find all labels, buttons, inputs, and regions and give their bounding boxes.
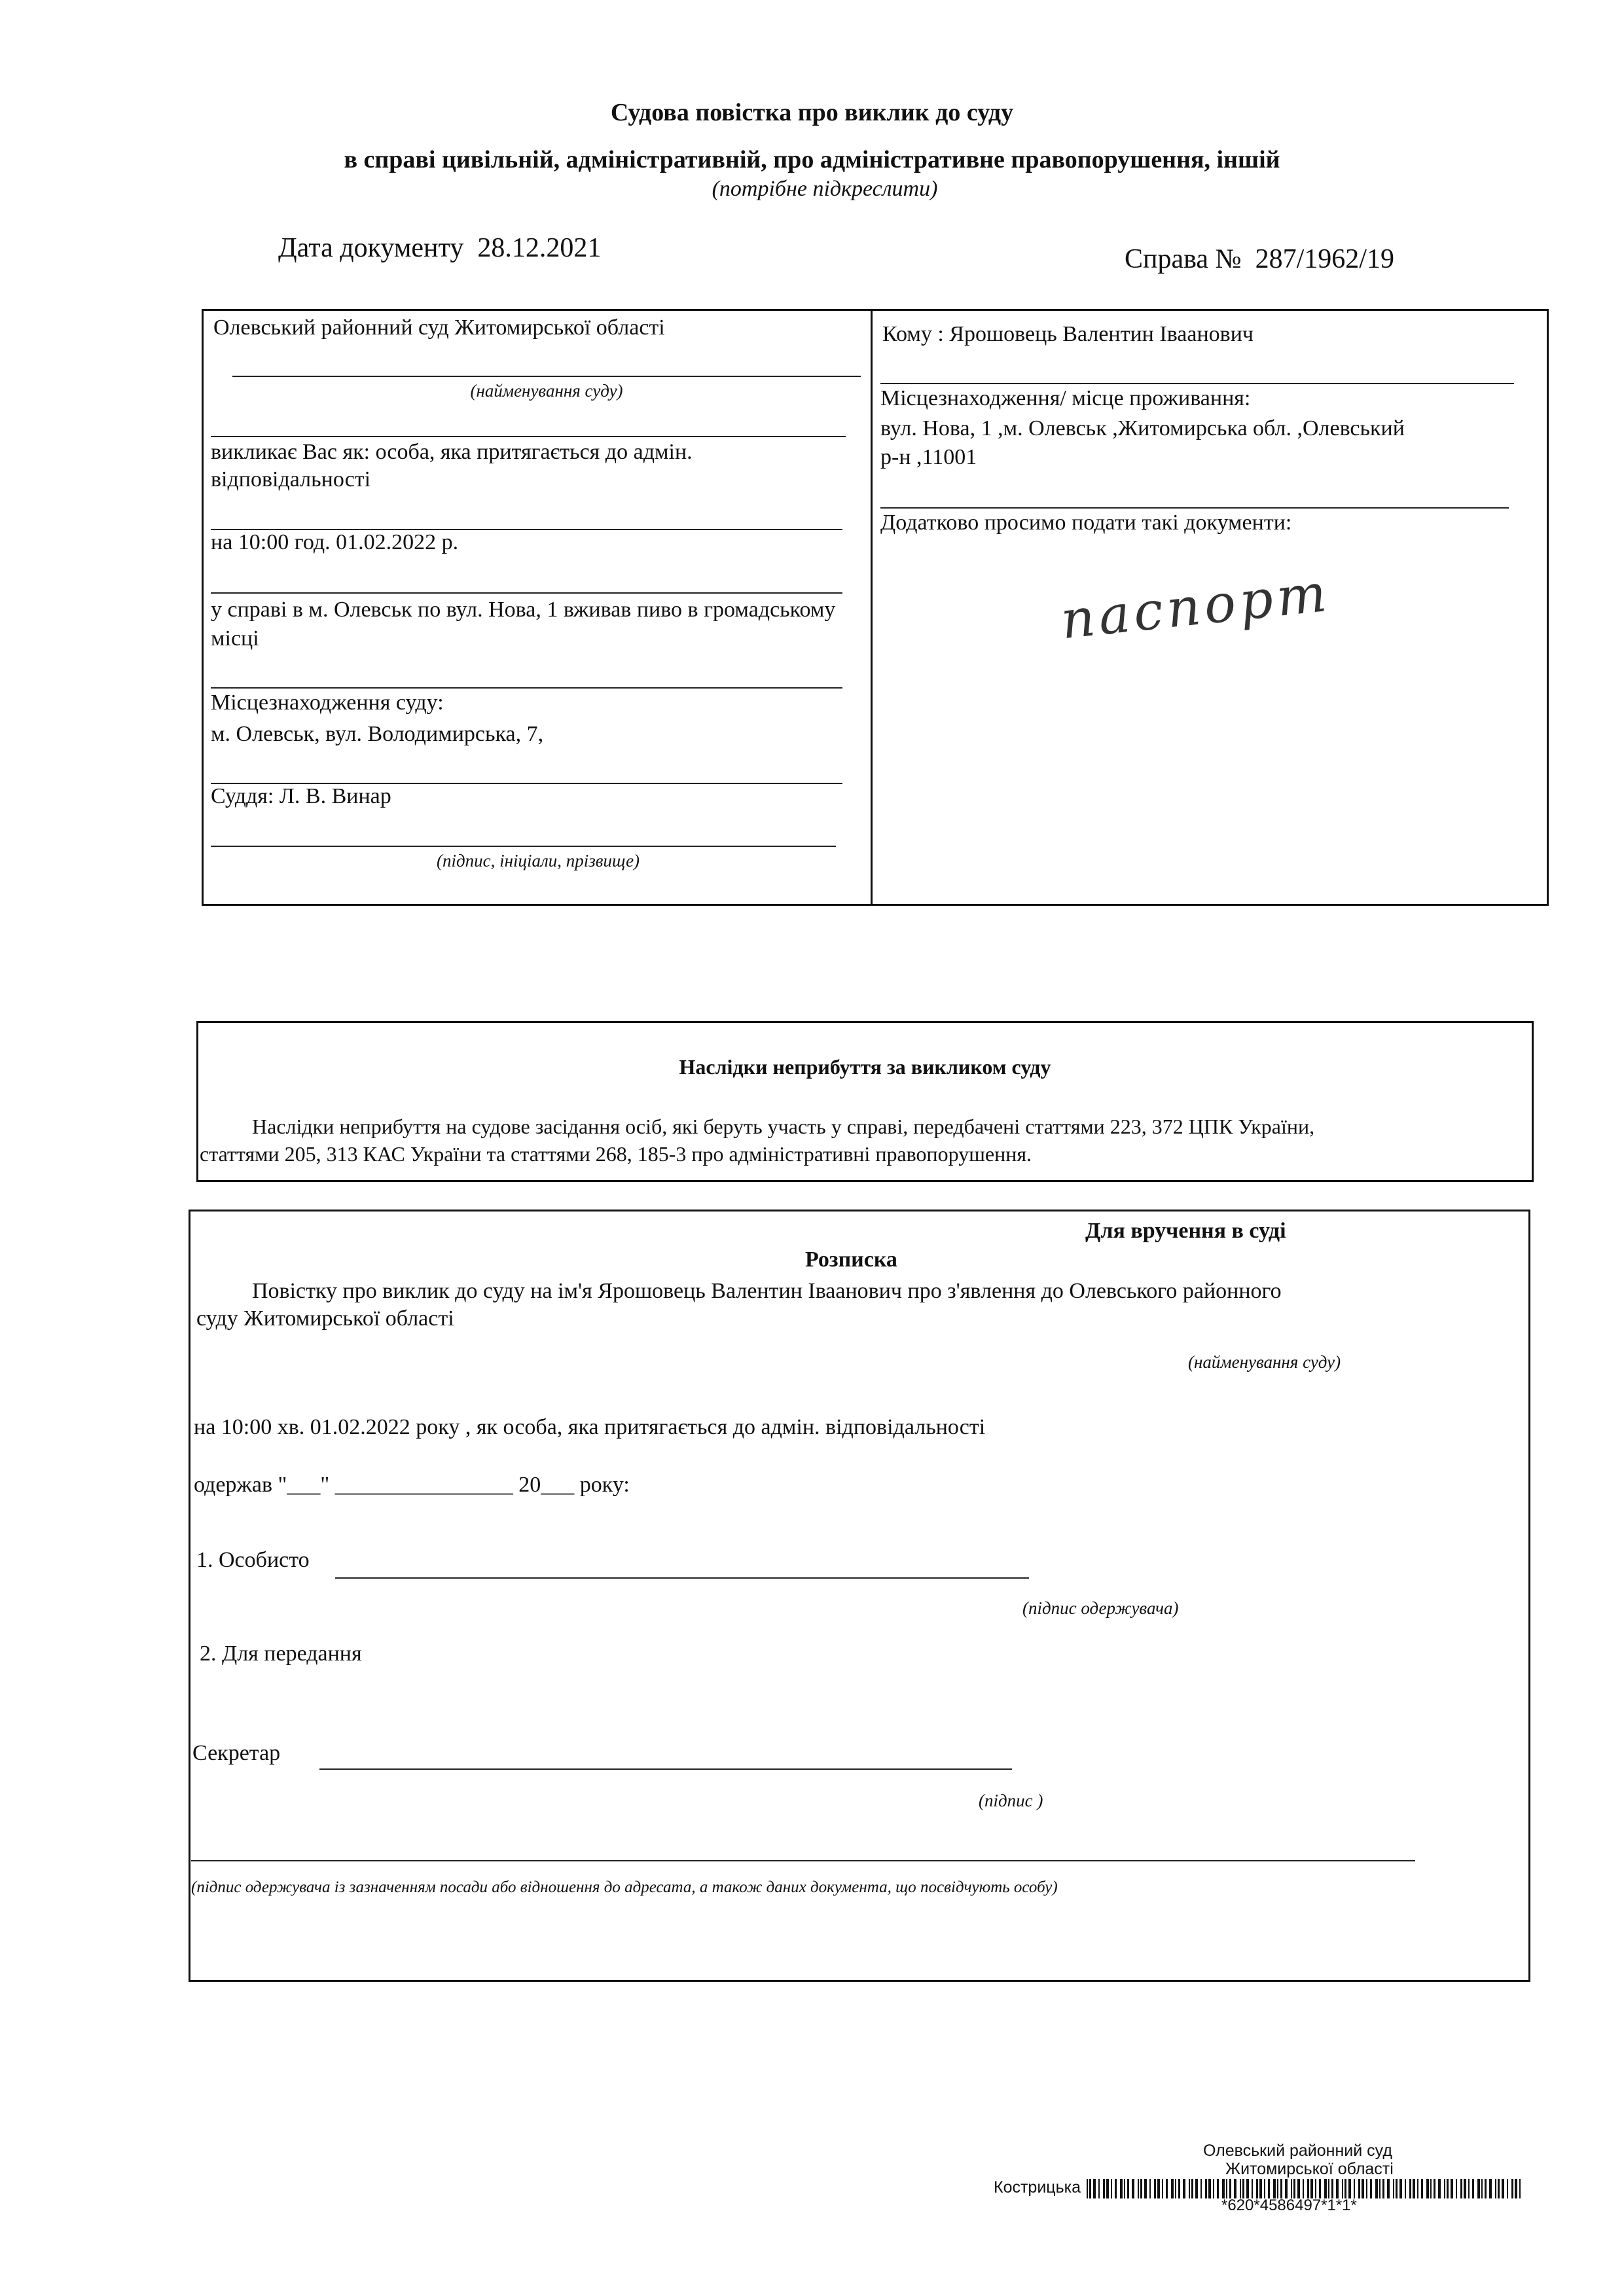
recipient-address-line2: р-н ,11001 bbox=[880, 445, 977, 469]
barcode-bar bbox=[1324, 2179, 1327, 2198]
barcode-bar bbox=[1280, 2179, 1282, 2198]
court-name-caption: (найменування суду) bbox=[470, 381, 623, 401]
barcode-bar bbox=[1297, 2179, 1300, 2198]
barcode-bar bbox=[1106, 2179, 1109, 2198]
barcode-bar bbox=[1256, 2179, 1258, 2198]
barcode-bar bbox=[1200, 2179, 1202, 2198]
receipt-title: Розписка bbox=[805, 1247, 897, 1272]
barcode-bar bbox=[1426, 2179, 1429, 2198]
barcode-bar bbox=[1409, 2179, 1411, 2198]
barcode-bar bbox=[1229, 2179, 1231, 2198]
barcode-bar bbox=[1226, 2179, 1227, 2198]
barcode-bar bbox=[1149, 2179, 1151, 2198]
barcode-bar bbox=[1111, 2179, 1112, 2198]
court-name-underline bbox=[232, 376, 861, 377]
judge-caption: (підпис, ініціали, прізвище) bbox=[436, 851, 640, 870]
barcode-bar bbox=[1217, 2179, 1219, 2198]
barcode-bar bbox=[1089, 2179, 1091, 2198]
barcode-bar bbox=[1234, 2179, 1236, 2198]
for-court-delivery: Для вручення в суді bbox=[1085, 1219, 1286, 1243]
receipt-time-line: на 10:00 хв. 01.02.2022 року , як особа, яка притягається до адмін. відповідальності bbox=[194, 1415, 986, 1439]
barcode-bar bbox=[1307, 2179, 1309, 2198]
barcode-bar bbox=[1481, 2179, 1483, 2198]
barcode-bar bbox=[1103, 2179, 1105, 2198]
barcode-bar bbox=[1268, 2179, 1270, 2198]
barcode-bar bbox=[1405, 2179, 1406, 2198]
barcode-bar bbox=[1242, 2179, 1244, 2198]
recipient-underline bbox=[880, 383, 1514, 384]
barcode-bar bbox=[1495, 2179, 1496, 2198]
case-description-underline bbox=[211, 687, 842, 689]
barcode-bar bbox=[1303, 2179, 1304, 2198]
barcode-bar bbox=[1515, 2179, 1517, 2198]
hearing-time: на 10:00 год. 01.02.2022 р. bbox=[211, 530, 459, 554]
page-title-line1: Судова повістка про виклик до суду bbox=[610, 99, 1014, 126]
barcode-bar bbox=[1213, 2179, 1214, 2198]
barcode-bar bbox=[1246, 2179, 1249, 2198]
judge-name: Суддя: Л. В. Винар bbox=[211, 784, 391, 808]
judge-underline bbox=[211, 846, 836, 847]
summons-as: викликає Вас як: особа, яка притягається до адмін. відповідальності bbox=[211, 440, 693, 492]
court-caption-underline bbox=[211, 436, 846, 437]
barcode-bar bbox=[1093, 2179, 1096, 2198]
barcode-bar bbox=[1434, 2179, 1435, 2198]
case-description: у справі в м. Олевськ по вул. Нова, 1 вживав пиво в громадському місці bbox=[211, 598, 836, 651]
barcode-bar bbox=[1115, 2179, 1117, 2198]
barcode-bar bbox=[1144, 2179, 1147, 2198]
receipt-received-line: одержав "___" ________________ 20___ року: bbox=[194, 1473, 630, 1497]
barcode-bar bbox=[1511, 2179, 1513, 2198]
barcode-bar bbox=[1485, 2179, 1487, 2198]
court-location: м. Олевськ, вул. Володимирська, 7, bbox=[211, 722, 544, 746]
barcode-bar bbox=[1354, 2179, 1355, 2198]
footer-court-line1: Олевський районний суд bbox=[1203, 2142, 1392, 2160]
barcode-bar bbox=[1417, 2179, 1418, 2198]
barcode-bar bbox=[1375, 2179, 1378, 2198]
barcode-bar bbox=[1132, 2179, 1134, 2198]
case-number-label: Справа № bbox=[1125, 244, 1242, 274]
barcode-bar bbox=[1319, 2179, 1321, 2198]
barcode-bar bbox=[1344, 2179, 1346, 2198]
barcode-bar bbox=[1366, 2179, 1367, 2198]
case-number bbox=[1125, 243, 1394, 275]
receipt-line1: Повістку про виклик до суду на ім'я Ярошовець Валентин Іваанович про з'явлення до Олевського районного bbox=[252, 1279, 1282, 1303]
barcode-bar bbox=[1370, 2179, 1372, 2198]
barcode-bar bbox=[1277, 2179, 1278, 2198]
barcode-bar bbox=[1358, 2179, 1360, 2198]
title-note: (потрібне підкреслити) bbox=[712, 177, 938, 201]
barcode-bar bbox=[1464, 2179, 1466, 2198]
transfer-label: 2. Для передання bbox=[200, 1641, 362, 1666]
barcode-bar bbox=[1087, 2179, 1088, 2198]
barcode-bar bbox=[1399, 2179, 1402, 2198]
consequences-title: Наслідки неприбуття за викликом суду bbox=[679, 1055, 1051, 1079]
barcode-bar bbox=[1205, 2179, 1207, 2198]
barcode-bar bbox=[1472, 2179, 1474, 2198]
barcode-bar bbox=[1195, 2179, 1198, 2198]
barcode-bar bbox=[1362, 2179, 1364, 2198]
recipient-address-underline bbox=[880, 507, 1509, 509]
barcode-bar bbox=[1138, 2179, 1139, 2198]
document-date bbox=[278, 232, 601, 264]
recipient-signature-caption: (підпис одержувача із зазначенням посади або відношення до адресата, а також даних документа, що посвідчують особу) bbox=[191, 1878, 1058, 1896]
barcode-bar bbox=[1189, 2179, 1190, 2198]
barcode-bar bbox=[1342, 2179, 1343, 2198]
barcode-bar bbox=[1171, 2179, 1174, 2198]
documents-request: Додатково просимо подати такі документи: bbox=[880, 511, 1292, 535]
receipt-line2: суду Житомирської області bbox=[196, 1306, 454, 1331]
barcode-bar bbox=[1259, 2179, 1262, 2198]
secretary-label: Секретар bbox=[192, 1741, 281, 1765]
barcode-bar bbox=[1438, 2179, 1441, 2198]
barcode-bar bbox=[1285, 2179, 1288, 2198]
personally-signature-line bbox=[335, 1577, 1029, 1579]
barcode-bar bbox=[1393, 2179, 1394, 2198]
barcode-bar bbox=[1451, 2179, 1453, 2198]
barcode-bar bbox=[1120, 2179, 1123, 2198]
barcode-bar bbox=[1331, 2179, 1333, 2198]
recipient-address-line1: вул. Нова, 1 ,м. Олевськ ,Житомирська обл. ,Олевський bbox=[880, 416, 1405, 440]
recipient-name: Кому : Ярошовець Валентин Іваанович bbox=[882, 322, 1254, 346]
footer-court-line2: Житомирської області bbox=[1225, 2160, 1394, 2178]
personally-caption: (підпис одержувача) bbox=[1022, 1598, 1179, 1618]
barcode-bar bbox=[1507, 2179, 1508, 2198]
barcode-bar bbox=[1222, 2179, 1225, 2198]
barcode-bar bbox=[1178, 2179, 1180, 2198]
barcode-bar bbox=[1293, 2179, 1295, 2198]
barcode-bar bbox=[1175, 2179, 1176, 2198]
recipient-location-label: Місцезнаходження/ місце проживання: bbox=[880, 386, 1251, 410]
hearing-time-underline bbox=[211, 592, 842, 594]
barcode-bar bbox=[1183, 2179, 1185, 2198]
footer-clerk-name: Кострицька bbox=[994, 2178, 1081, 2197]
consequences-text-line2: статтями 205, 313 КАС України та статтями 268, 185-3 про адміністративні правопорушення. bbox=[200, 1142, 1032, 1166]
barcode-bar bbox=[1264, 2179, 1265, 2198]
barcode-bar bbox=[1430, 2179, 1432, 2198]
barcode-bar bbox=[1382, 2179, 1384, 2198]
barcode-bar bbox=[1328, 2179, 1329, 2198]
barcode-bar bbox=[1502, 2179, 1504, 2198]
barcode-bar bbox=[1444, 2179, 1445, 2198]
barcode-bar bbox=[1421, 2179, 1423, 2198]
barcode-bar bbox=[1208, 2179, 1211, 2198]
document-date-value: 28.12.2021 bbox=[477, 233, 602, 263]
barcode-bar bbox=[1468, 2179, 1470, 2198]
summons-box-divider bbox=[871, 309, 873, 906]
barcode-bar bbox=[1127, 2179, 1129, 2198]
page-title-line2: в справі цивільній, адміністративній, про адміністративне правопорушення, іншій bbox=[344, 146, 1280, 173]
recipient-signature-line bbox=[191, 1860, 1415, 1861]
secretary-caption: (підпис ) bbox=[979, 1791, 1043, 1810]
receipt-court-caption: (найменування суду) bbox=[1188, 1352, 1341, 1372]
barcode-bar bbox=[1519, 2179, 1521, 2198]
barcode-bar bbox=[1447, 2179, 1449, 2198]
barcode-bar bbox=[1273, 2179, 1276, 2198]
barcode-bar bbox=[1162, 2179, 1163, 2198]
barcode-bar bbox=[1157, 2179, 1160, 2198]
barcode-bar bbox=[1154, 2179, 1156, 2198]
barcode-bar bbox=[1252, 2179, 1253, 2198]
barcode-bar bbox=[1166, 2179, 1168, 2198]
personally-label: 1. Особисто bbox=[196, 1548, 310, 1572]
barcode-bar bbox=[1413, 2179, 1415, 2198]
barcode-bar bbox=[1315, 2179, 1316, 2198]
court-name: Олевський районний суд Житомирської області bbox=[213, 315, 665, 340]
handwritten-documents-note: паспорт bbox=[1058, 562, 1333, 651]
barcode-bar bbox=[1498, 2179, 1500, 2198]
barcode-bar bbox=[1098, 2179, 1100, 2198]
barcode-bar bbox=[1191, 2179, 1193, 2198]
document-date-label: Дата документу bbox=[278, 233, 464, 263]
barcode-bar bbox=[1310, 2179, 1313, 2198]
barcode-bar bbox=[1460, 2179, 1462, 2198]
barcode-bar bbox=[1456, 2179, 1457, 2198]
barcode-bar bbox=[1336, 2179, 1339, 2198]
secretary-signature-line bbox=[319, 1768, 1012, 1770]
barcode-bar bbox=[1240, 2179, 1241, 2198]
barcode-bar bbox=[1291, 2179, 1292, 2198]
barcode-bar bbox=[1489, 2179, 1492, 2198]
case-number-value: 287/1962/19 bbox=[1255, 244, 1394, 274]
barcode-bar bbox=[1379, 2179, 1380, 2198]
barcode-bar bbox=[1477, 2179, 1480, 2198]
court-location-label: Місцезнаходження суду: bbox=[211, 691, 444, 715]
barcode-bar bbox=[1396, 2179, 1398, 2198]
barcode-bar bbox=[1348, 2179, 1351, 2198]
barcode-bar bbox=[1140, 2179, 1142, 2198]
barcode-text: *620*4586497*1*1* bbox=[1221, 2197, 1357, 2214]
barcode-bar bbox=[1387, 2179, 1390, 2198]
consequences-text-line1: Наслідки неприбуття на судове засідання осіб, які беруть участь у справі, передбачені статтями 223, 372 ЦПК України, bbox=[252, 1115, 1315, 1138]
barcode-bar bbox=[1124, 2179, 1125, 2198]
barcode bbox=[1087, 2179, 1525, 2198]
